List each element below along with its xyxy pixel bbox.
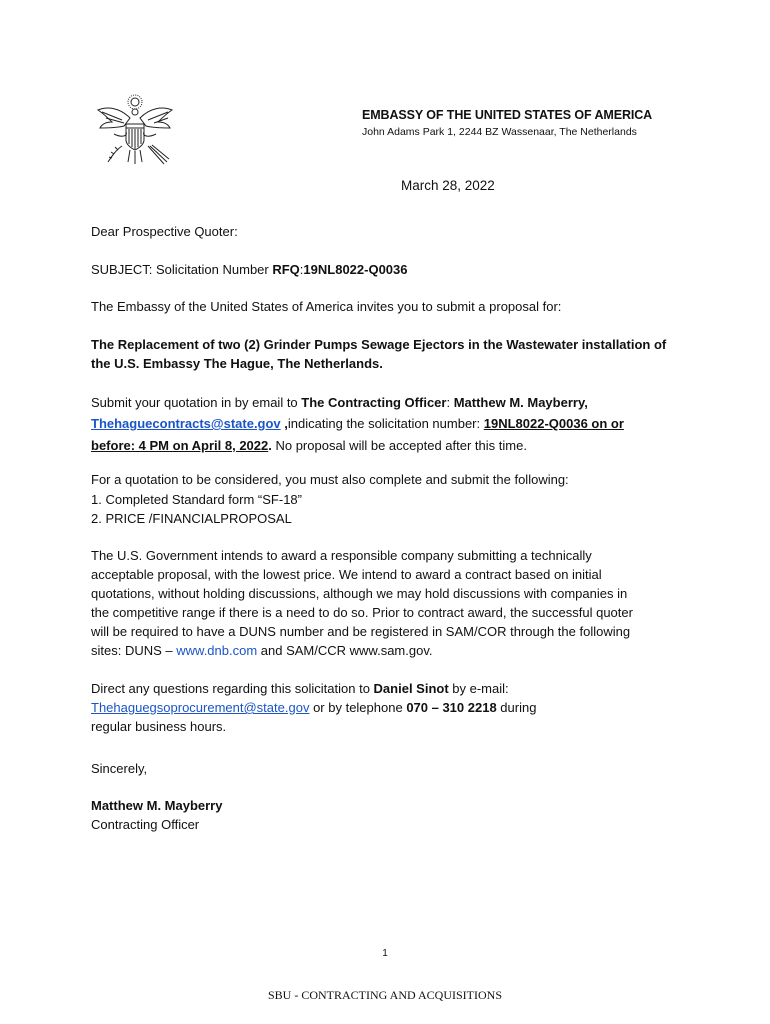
sites-prefix: sites: DUNS – — [91, 643, 177, 658]
subject-prefix: SUBJECT: Solicitation Number — [91, 262, 273, 277]
submission-text: Submit your quotation in by email to — [91, 395, 302, 410]
award-line: quotations, without holding discussions, although we may hold discussions with companies in — [91, 586, 628, 601]
during-text: during — [496, 700, 537, 715]
intro-paragraph: The Embassy of the United States of America invites you to submit a proposal for: — [91, 299, 562, 314]
contact-phone: 070 – 310 2218 — [406, 700, 497, 715]
subject-colon: : — [299, 262, 304, 277]
page-number: 1 — [382, 948, 388, 959]
requirements-intro: For a quotation to be considered, you must also complete and submit the following: — [91, 472, 569, 487]
submission-indicating-text: indicating the solicitation number: — [287, 416, 484, 431]
sites-suffix: and SAM/CCR www.sam.gov. — [257, 643, 433, 658]
subject-line — [91, 260, 691, 279]
questions-text: Direct any questions regarding this solicitation to — [91, 681, 374, 696]
dnb-link[interactable]: www.dnb.com — [176, 643, 258, 658]
signatory-name: Matthew M. Mayberry — [91, 798, 223, 813]
officer-colon: : — [446, 395, 454, 410]
submission-line-2 — [91, 414, 691, 433]
requirement-item: 2. PRICE /FINANCIALPROPOSAL — [91, 511, 292, 526]
procurement-email-link[interactable]: Thehaguegsoprocurement@state.gov — [91, 700, 310, 715]
contact-name: Daniel Sinot — [373, 681, 449, 696]
great-seal-icon — [92, 88, 178, 172]
officer-label: The Contracting Officer — [301, 395, 447, 410]
questions-email-text: by e-mail: — [448, 681, 509, 696]
questions-line-2 — [91, 698, 691, 717]
embassy-title: EMBASSY OF THE UNITED STATES OF AMERICA — [362, 108, 653, 122]
award-line-last — [91, 641, 691, 660]
deadline-part-b: before: 4 PM on April 8, 2022 — [91, 438, 269, 453]
submission-line-1 — [91, 393, 691, 412]
embassy-address: John Adams Park 1, 2244 BZ Wassenaar, The Netherlands — [362, 126, 637, 138]
requirement-item: 1. Completed Standard form “SF-18” — [91, 492, 302, 507]
award-line: acceptable proposal, with the lowest price. We intend to award a contract based on initial — [91, 567, 602, 582]
deadline-period: . — [268, 438, 272, 453]
footer-classification: SBU - CONTRACTING AND ACQUISITIONS — [267, 988, 502, 1002]
telephone-text: or by telephone — [309, 700, 407, 715]
salutation: Dear Prospective Quoter: — [91, 224, 238, 239]
questions-line-3: regular business hours. — [91, 719, 227, 734]
letter-date: March 28, 2022 — [401, 178, 495, 193]
email-separator: , — [280, 416, 288, 431]
officer-name: Matthew M. Mayberry, — [453, 395, 588, 410]
solicitation-number: 19NL8022-Q0036 — [303, 262, 408, 277]
award-line: the competitive range if there is a need to do so. Prior to contract award, the successful quoter — [91, 605, 633, 620]
subject-rfq-label: RFQ — [272, 262, 300, 277]
no-late-proposals-text: No proposal will be accepted after this time. — [271, 438, 527, 453]
project-title-line-2: the U.S. Embassy The Hague, The Netherlands. — [91, 356, 383, 371]
award-line: will be required to have a DUNS number and be registered in SAM/COR through the following — [91, 624, 631, 639]
closing: Sincerely, — [91, 761, 148, 776]
contracts-email-link[interactable]: Thehaguecontracts@state.gov — [91, 416, 281, 431]
award-line: The U.S. Government intends to award a responsible company submitting a technically — [91, 548, 592, 563]
questions-line-1 — [91, 679, 691, 698]
project-title-line-1: The Replacement of two (2) Grinder Pumps Sewage Ejectors in the Wastewater installation of — [91, 337, 667, 352]
deadline-part-a: 19NL8022-Q0036 on or — [483, 416, 624, 431]
submission-line-3 — [91, 436, 691, 455]
signatory-title: Contracting Officer — [91, 817, 200, 832]
